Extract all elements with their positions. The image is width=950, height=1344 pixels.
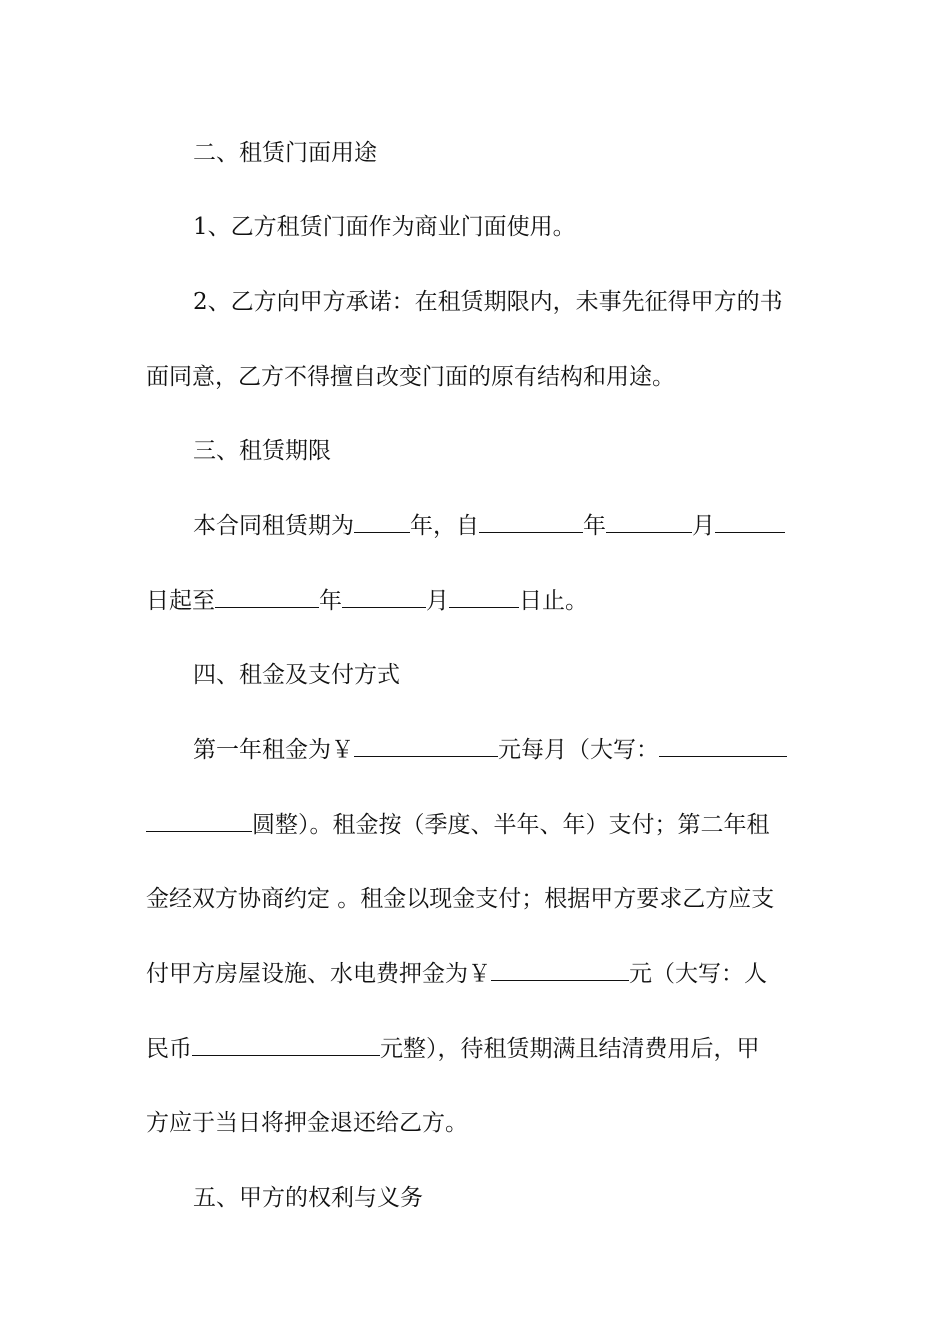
- blank-years: [354, 512, 410, 533]
- section-heading-term: 三、租赁期限: [193, 438, 331, 464]
- blank-start-day: [715, 512, 785, 533]
- term-text-a: 本合同租赁期为: [193, 513, 354, 539]
- rent-text-e: 元（大写：人: [629, 961, 767, 987]
- rent-line6: 方应于当日将押金退还给乙方。: [146, 1110, 468, 1136]
- blank-rent-amount: [354, 736, 498, 757]
- clause-usage-2-line1: 2、乙方向甲方承诺：在租赁期限内，未事先征得甲方的书: [193, 289, 783, 315]
- blank-start-year: [479, 512, 583, 533]
- term-line2: [146, 586, 588, 616]
- clause-usage-2-line2: 面同意，乙方不得擅自改变门面的原有结构和用途。: [146, 364, 675, 390]
- rent-line3: 金经双方协商约定 。租金以现金支付；根据甲方要求乙方应支: [146, 886, 775, 912]
- section-heading-rent: 四、租金及支付方式: [193, 662, 400, 688]
- blank-rent-words: [659, 736, 787, 757]
- term-text-b: 年，自: [410, 513, 479, 539]
- term-text-d: 月: [692, 513, 715, 539]
- section-heading-usage: 二、租赁门面用途: [193, 140, 377, 166]
- rent-line5: [146, 1034, 760, 1064]
- blank-end-month: [342, 587, 426, 608]
- rent-text-b: 元每月（大写：: [498, 737, 659, 763]
- blank-rent-words-cont: [146, 811, 252, 832]
- blank-end-year: [215, 587, 319, 608]
- term-text-e: 日起至: [146, 588, 215, 614]
- blank-deposit-words: [192, 1035, 380, 1056]
- rent-text-f: 民币: [146, 1036, 192, 1062]
- term-text-c: 年: [583, 513, 606, 539]
- rent-line4: [146, 959, 767, 989]
- blank-start-month: [606, 512, 692, 533]
- term-text-f: 年: [319, 588, 342, 614]
- rent-text-g: 元整），待租赁期满且结清费用后，甲: [380, 1036, 760, 1062]
- rent-text-c: 圆整）。租金按（季度、半年、年）支付；第二年租: [252, 812, 770, 838]
- blank-end-day: [449, 587, 519, 608]
- blank-deposit-amount: [491, 960, 629, 981]
- clause-usage-1: 1、乙方租赁门面作为商业门面使用。: [193, 214, 576, 240]
- rent-text-a: 第一年租金为￥: [193, 737, 354, 763]
- term-text-h: 日止。: [519, 588, 588, 614]
- rent-line2: [146, 810, 770, 840]
- rent-text-d: 付甲方房屋设施、水电费押金为￥: [146, 961, 491, 987]
- rent-line1: [193, 735, 787, 765]
- section-heading-lessor: 五、甲方的权利与义务: [193, 1185, 423, 1211]
- term-text-g: 月: [426, 588, 449, 614]
- term-line1: [193, 511, 785, 541]
